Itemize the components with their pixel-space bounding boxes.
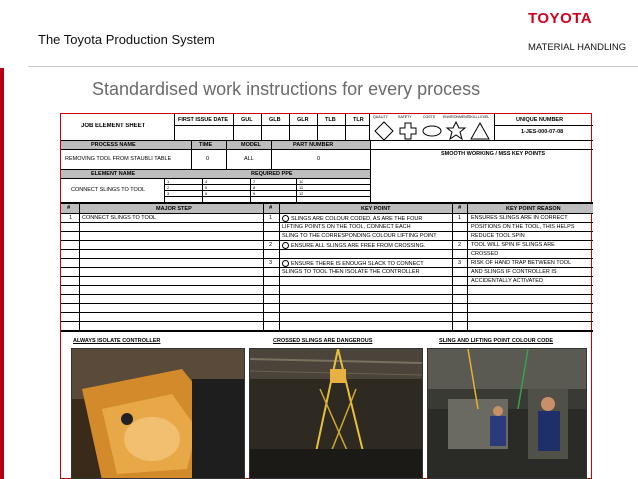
divider [494, 125, 593, 126]
environment-star-icon [445, 120, 467, 142]
checkpoint-circle-icon [282, 215, 289, 222]
reason-line: POSITIONS ON THE TOOL, THIS HELPS [471, 224, 575, 230]
divider [61, 178, 370, 179]
costs-oval-icon [421, 120, 443, 142]
divider [317, 114, 318, 140]
unique-number-value: 1-JES-000-07-08 [521, 129, 564, 135]
symbol-label: ENVIRONMENT [443, 115, 469, 119]
major-step-text: CONNECT SLINGS TO TOOL [82, 215, 157, 221]
symbol-label: SKILL LEVEL [468, 115, 490, 119]
key-point-line: ENSURE ALL SLINGS ARE FREE FROM CROSSING. [291, 242, 426, 249]
reason-line: CROSSED [471, 251, 499, 257]
tlr-label: TLR [353, 117, 364, 123]
time-label: TIME [199, 142, 213, 148]
photo-caption: ALWAYS ISOLATE CONTROLLER [73, 338, 161, 344]
divider [370, 141, 371, 202]
row-rule [61, 303, 593, 304]
unique-number-label: UNIQUE NUMBER [516, 117, 564, 123]
crossed-slings-photo [249, 348, 423, 479]
ppe-number: 4 [205, 179, 208, 184]
slide-subtitle: Standardised work instructions for every process [92, 79, 481, 99]
ppe-number: 8 [253, 185, 256, 190]
checkpoint-circle-icon [282, 260, 289, 267]
divider [226, 141, 227, 169]
skill-level-triangle-icon [469, 120, 491, 142]
element-name-value: CONNECT SLINGS TO TOOL [71, 187, 146, 193]
divider [271, 141, 272, 169]
colour-code-photo [427, 348, 587, 479]
row-rule [61, 330, 593, 332]
reason-number: 3 [458, 260, 462, 266]
step-number-header: # [67, 205, 71, 211]
divider [61, 149, 593, 150]
key-point-header: KEY POINT [361, 206, 391, 212]
header-divider [28, 66, 638, 67]
ppe-number: 5 [205, 185, 208, 190]
symbol-label: SAFETY [398, 115, 412, 119]
reason-number-header: # [458, 205, 462, 211]
major-step-header: MAJOR STEP [156, 206, 192, 212]
divider [174, 125, 369, 126]
key-point-reason-header: KEY POINT REASON [506, 206, 561, 212]
divider [345, 114, 346, 140]
reason-line: TOOL WILL SPIN IF SLINGS ARE [471, 242, 555, 248]
divider [289, 114, 290, 140]
row-rule [61, 249, 593, 250]
row-rule [61, 231, 593, 232]
crossed-slings-photo-image [250, 349, 423, 479]
divider [494, 114, 495, 140]
key-point-number: 2 [269, 242, 273, 248]
glb-label: GLB [269, 117, 281, 123]
reason-line: REDUCE TOOL SPIN [471, 233, 525, 239]
ppe-number: 7 [253, 179, 256, 184]
model-value: ALL [244, 156, 254, 162]
key-point-text [282, 260, 424, 267]
checkpoint-circle-icon [282, 242, 289, 249]
process-name-value: REMOVING TOOL FROM STAUBLI TABLE [65, 156, 172, 162]
time-value: 0 [206, 156, 210, 162]
first-issue-date-label: FIRST ISSUE DATE [178, 117, 229, 123]
step-number: 1 [69, 215, 73, 221]
row-rule [61, 276, 593, 277]
photo-caption: CROSSED SLINGS ARE DANGEROUS [273, 338, 373, 344]
reason-line: RISK OF HAND TRAP BETWEEN TOOL [471, 260, 572, 266]
divider [191, 141, 192, 169]
toyota-logo: TOYOTA [528, 10, 593, 27]
divider [174, 114, 175, 140]
safety-cross-icon [397, 120, 419, 142]
controller-photo [71, 348, 245, 479]
key-point-line: ENSURE THERE IS ENOUGH SLACK TO CONNECT [291, 260, 424, 267]
ppe-number: 12 [299, 191, 304, 196]
key-point-line: SLINGS ARE COLOUR CODED, AS ARE THE FOUR [291, 215, 423, 222]
slide-header-title: The Toyota Production System [38, 32, 215, 47]
row-rule [61, 213, 593, 214]
divider [369, 114, 370, 140]
brand-subtitle: MATERIAL HANDLING [528, 42, 627, 53]
required-ppe-label: REQUIRED PPE [251, 171, 293, 177]
reason-line: AND SLINGS IF CONTROLLER IS [471, 269, 557, 275]
key-point-line: SLINGS TO TOOL THEN ISOLATE THE CONTROLLER [282, 269, 420, 275]
ppe-number: 2 [167, 185, 170, 190]
part-number-label: PART NUMBER [293, 142, 334, 148]
divider [164, 184, 370, 185]
reason-number: 2 [458, 242, 462, 248]
ppe-number: 11 [299, 185, 304, 190]
symbol-label: QUALITY [373, 115, 388, 119]
key-point-line: LIFTING POINTS ON THE TOOL, CONNECT EACH [282, 224, 411, 230]
slide-header [0, 0, 638, 68]
symbol-label: COSTS [423, 115, 436, 119]
row-rule [61, 222, 593, 223]
key-point-number: 3 [269, 260, 273, 266]
reason-line: ACCIDENTALLY ACTIVATED [471, 278, 543, 284]
ppe-number: 6 [205, 191, 208, 196]
row-rule [61, 267, 593, 268]
ppe-number: 10 [299, 179, 304, 184]
controller-photo-image [72, 349, 245, 479]
divider [164, 190, 370, 191]
element-name-label: ELEMENT NAME [91, 171, 135, 177]
divider [233, 114, 234, 140]
colour-code-photo-image [428, 349, 587, 479]
row-rule [61, 294, 593, 295]
tlb-label: TLB [325, 117, 336, 123]
smooth-working-label: SMOOTH WORKING / MSS KEY POINTS [441, 151, 546, 157]
model-label: MODEL [241, 142, 261, 148]
process-name-label: PROCESS NAME [91, 142, 136, 148]
job-element-sheet [60, 113, 592, 479]
key-point-number: 1 [269, 215, 273, 221]
key-point-text [282, 242, 425, 249]
key-point-line: SLING TO THE CORRESPONDING COLOUR LIFTING POINT [282, 233, 437, 239]
reason-number: 1 [458, 215, 462, 221]
quality-diamond-icon [373, 120, 395, 142]
row-rule [61, 285, 593, 286]
key-point-number-header: # [269, 205, 273, 211]
photo-caption: SLING AND LIFTING POINT COLOUR CODE [439, 338, 554, 344]
gul-label: GUL [241, 117, 253, 123]
part-number-value: 0 [317, 156, 321, 162]
divider [164, 196, 370, 197]
ppe-number: 9 [253, 191, 256, 196]
row-rule [61, 321, 593, 322]
row-rule [61, 240, 593, 241]
ppe-number: 1 [167, 179, 170, 184]
row-rule [61, 258, 593, 259]
key-point-text [282, 215, 422, 222]
left-accent-bar [0, 68, 4, 479]
divider [261, 114, 262, 140]
reason-line: ENSURES SLINGS ARE IN CORRECT [471, 215, 568, 221]
row-rule [61, 312, 593, 313]
ppe-number: 3 [167, 191, 170, 196]
sheet-title: JOB ELEMENT SHEET [81, 123, 146, 129]
glr-label: GLR [297, 117, 309, 123]
